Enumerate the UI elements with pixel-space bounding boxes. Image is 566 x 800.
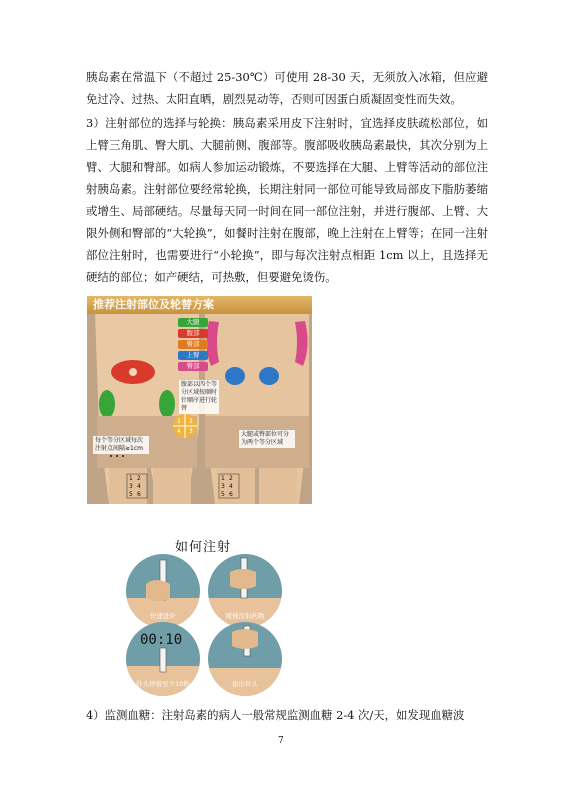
grid-number: 6 [137,491,141,498]
grid-number: 1 [129,475,133,482]
figure-banner: 推荐注射部位及轮替方案 [87,296,312,314]
step-label: 拔出针头 [232,680,258,688]
grid-number: 2 [229,475,233,482]
legend-buttock: 臀部 [178,340,208,349]
abdomen-quadrant-4: 4 [177,428,181,435]
step-label: 快速进针 [150,612,176,620]
grid-number: 4 [137,483,141,490]
how-to-inject-figure [118,536,288,696]
grid-number: 6 [229,491,233,498]
grid-number: 4 [229,483,233,490]
grid-number: 1 [221,475,225,482]
page-number: 7 [278,736,284,746]
step-label: 针头停留至少10秒 [136,680,190,688]
grid-number: 5 [129,491,133,498]
paragraph-storage: 胰岛素在常温下（不超过 25-30℃）可使用 28-30 天，无须放入冰箱，但应避免过冷、过热、太阳直晒，剧烈晃动等，否则可因蛋白质凝固变性而失效。 [86,70,488,106]
grid-number: 3 [129,483,133,490]
paragraph-blood-glucose: 4）监测血糖：注射岛素的病人一般常规监测血糖 2-4 次/天，如发现血糖波 [86,708,465,722]
legend-buttock-2: 臀部 [178,362,208,371]
abdomen-quadrant-3: 3 [189,428,193,435]
timer-readout: 00:10 [140,632,183,648]
grid-number: 3 [221,483,225,490]
step-circle-2 [208,554,282,628]
grid-number: 2 [137,475,141,482]
injection-site-figure [87,296,312,504]
step-label: 缓慢注射药物 [225,612,265,620]
figure-title: 如何注射 [174,540,231,555]
legend-upper-arm: 上臂 [178,351,208,360]
step-circle-3 [126,622,200,696]
step-circle-4 [208,622,282,696]
legend-abdomen: 腹部 [178,329,208,338]
grid-number: 5 [221,491,225,498]
caption-abdomen: 腹部以四个等分区域按顺时针顺序进行轮替 [181,381,218,412]
abdomen-quadrant-1: 1 [177,418,181,425]
abdomen-quadrant-2: 2 [189,418,193,425]
caption-thigh: 大腿或臀部位可分为两个等分区域 [239,430,295,448]
paragraph-injection-site: 3）注射部位的选择与轮换：胰岛素采用皮下注射时，宜选择皮肤疏松部位，如上臂三角肌、臀大肌、大腿前侧、腹部等。腹部吸收胰岛素最快，其次分别为上臂、大腿和臀部。如病人参加运动锻炼，不要选择在大腿、上臂等活动的部位注射胰岛素。注射部位要经常轮换，长期注射同一部位可能导致局部皮下脂肪萎缩或增生、局部硬结。尽量每天同一时间在同一部位注射，并进行腹部、上臂、大限外侧和臀部的“大轮换”，如餐时注射在腹部，晚上注射在上臂等；在同一注射部位注射时，也需要进行“小轮换”，即与每次注射点相距 1cm 以上，且选择无硬结的部位；如产硬结，可热敷，但要避免烫伤。 [86,116,488,284]
step-circle-1 [126,554,200,628]
legend-thigh: 大腿 [178,318,208,327]
caption-points: 每个等分区域每次注射点间隔≥1cm [93,436,149,454]
